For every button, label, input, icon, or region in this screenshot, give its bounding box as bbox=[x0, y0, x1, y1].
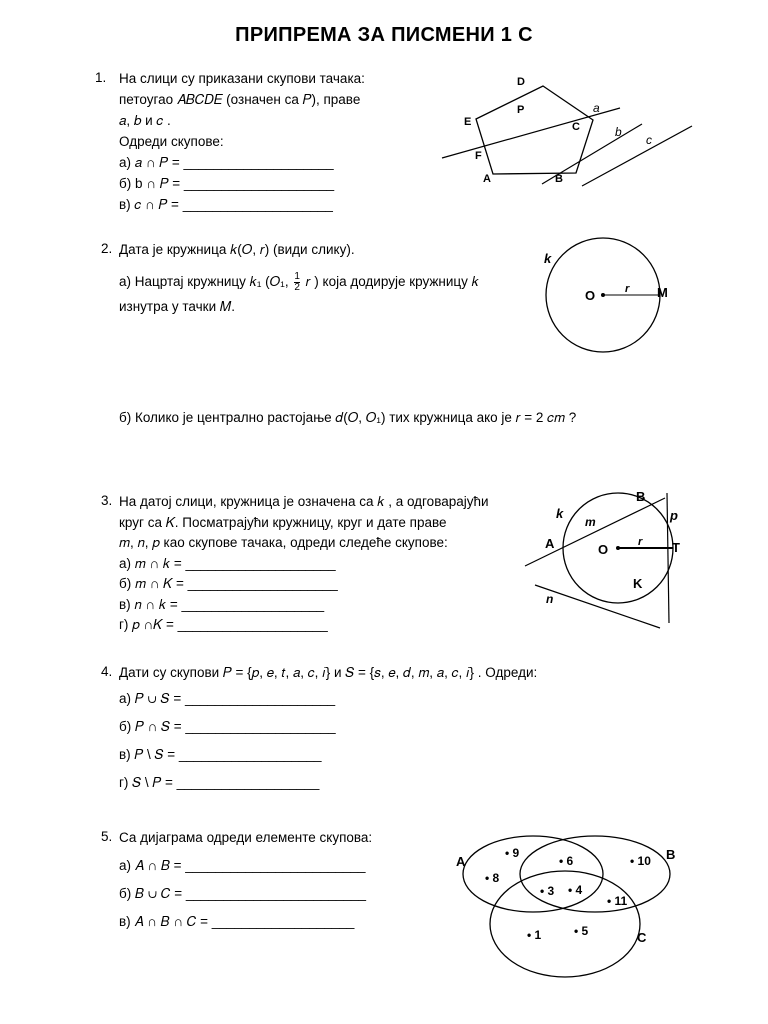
label-m: m bbox=[585, 515, 596, 529]
answer-line-c[interactable]: в) 𝑛 ∩ 𝑘 = ___________________ bbox=[119, 597, 325, 612]
fraction-denominator: 2 bbox=[294, 282, 300, 293]
answer-line-b[interactable]: б) 𝑚 ∩ 𝐾 = ____________________ bbox=[119, 576, 338, 591]
line-c bbox=[582, 126, 692, 186]
task-text-line: петоугао 𝐴𝐵𝐶𝐷𝐸 (означен са 𝑃), праве bbox=[119, 92, 361, 107]
circle-k-figure bbox=[530, 240, 720, 370]
label-k: k bbox=[544, 251, 552, 266]
venn-diagram-figure bbox=[450, 832, 690, 992]
label-T: T bbox=[672, 540, 680, 555]
label-O: O bbox=[598, 542, 609, 557]
pentagon-lines-figure bbox=[430, 70, 700, 190]
label-A: A bbox=[456, 854, 466, 869]
task-number: 4. bbox=[101, 664, 113, 679]
label-D: D bbox=[517, 76, 525, 88]
task-text-line: На слици су приказани скупови тачака: bbox=[119, 71, 365, 86]
task-text-line: 𝑚, 𝑛, 𝑝 као скупове тачака, одреди следеће скупове: bbox=[119, 535, 448, 550]
answer-line-c[interactable]: в) 𝑐 ∩ 𝑃 = ____________________ bbox=[119, 197, 333, 212]
label-B: B bbox=[555, 173, 563, 185]
label-K: K bbox=[633, 576, 643, 591]
fraction-numerator: 1 bbox=[294, 271, 300, 282]
element-3: • 3 bbox=[540, 884, 555, 898]
label-O: O bbox=[585, 288, 596, 303]
circle-lines-figure bbox=[515, 488, 695, 638]
line-n bbox=[535, 585, 660, 628]
element-9: • 9 bbox=[505, 846, 520, 860]
label-a: a bbox=[593, 101, 600, 115]
task-text-line: Дата је кружница 𝑘(𝑂, 𝑟) (види слику). bbox=[119, 242, 355, 257]
task-text-line: Са дијаграма одреди елементе скупова: bbox=[119, 830, 373, 845]
label-E: E bbox=[464, 116, 472, 128]
task-number: 2. bbox=[101, 241, 113, 256]
label-M: M bbox=[657, 285, 668, 300]
task-text-line: Дати су скупови 𝑃 = {𝑝, 𝑒, 𝑡, 𝑎, 𝑐, 𝑖} и 𝑆 = {𝑠, 𝑒, 𝑑, 𝑚, 𝑎, 𝑐, 𝑖} . Одреди: bbox=[119, 665, 538, 680]
label-c: c bbox=[646, 133, 652, 147]
fraction-half bbox=[294, 272, 300, 293]
task-number: 1. bbox=[95, 70, 107, 85]
answer-line-c[interactable]: в) 𝑃 \ 𝑆 = ___________________ bbox=[119, 747, 322, 762]
label-n: n bbox=[546, 592, 554, 606]
set-A-ellipse bbox=[463, 836, 603, 912]
task-text-line: 𝑎, 𝑏 и 𝑐 . bbox=[119, 113, 171, 128]
element-6: • 6 bbox=[559, 854, 574, 868]
task-text-line: На датој слици, кружница је означена са 𝑘 , а одговарајући bbox=[119, 494, 489, 509]
answer-line-a[interactable]: а) 𝑃 ∪ 𝑆 = ____________________ bbox=[119, 691, 336, 706]
answer-line-b[interactable]: б) b ∩ 𝑃 = ____________________ bbox=[119, 176, 335, 191]
task-text-line: изнутра у тачки 𝑀. bbox=[119, 299, 236, 314]
answer-line-c[interactable]: в) 𝐴 ∩ 𝐵 ∩ 𝐶 = ___________________ bbox=[119, 914, 355, 929]
answer-line-b[interactable]: б) 𝑃 ∩ 𝑆 = ____________________ bbox=[119, 719, 336, 734]
task-text-line: б) Колико је централно растојање 𝑑(𝑂, 𝑂₁) тих кружница ако је 𝑟 = 2 𝑐𝑚 ? bbox=[119, 410, 577, 425]
answer-line-a[interactable]: а) 𝑚 ∩ 𝑘 = ____________________ bbox=[119, 556, 336, 571]
element-1: • 1 bbox=[527, 928, 542, 942]
label-A: A bbox=[545, 536, 555, 551]
task-number: 5. bbox=[101, 829, 113, 844]
answer-line-b[interactable]: б) 𝐵 ∪ 𝐶 = ________________________ bbox=[119, 886, 367, 901]
label-r: r bbox=[625, 283, 630, 295]
text-part: 𝑟 ) која додирује кружницу 𝑘 bbox=[305, 274, 479, 290]
line-m bbox=[525, 498, 665, 566]
label-p: p bbox=[670, 508, 678, 523]
label-B: B bbox=[666, 847, 676, 862]
task-text-line: Одреди скупове: bbox=[119, 134, 224, 149]
element-11: • 11 bbox=[607, 894, 628, 908]
element-4: • 4 bbox=[568, 883, 583, 897]
set-C-ellipse bbox=[490, 871, 640, 977]
answer-line-d[interactable]: г) 𝑆 \ 𝑃 = ___________________ bbox=[119, 775, 320, 790]
answer-line-a[interactable]: а) 𝑎 ∩ 𝑃 = ____________________ bbox=[119, 155, 334, 170]
element-8: • 8 bbox=[485, 871, 500, 885]
page-title: ПРИПРЕМА ЗА ПИСМЕНИ 1 С bbox=[235, 24, 533, 46]
answer-line-d[interactable]: г) 𝑝 ∩𝐾 = ____________________ bbox=[119, 617, 328, 632]
label-k: k bbox=[556, 506, 564, 521]
label-b: b bbox=[615, 125, 622, 139]
text-part: а) Нацртај кружницу 𝑘₁ (𝑂₁, bbox=[119, 274, 289, 290]
element-10: • 10 bbox=[630, 854, 651, 868]
task-text-line: круг са 𝐾. Посматрајући кружницу, круг и дате праве bbox=[119, 515, 447, 530]
set-B-ellipse bbox=[520, 836, 670, 912]
label-P: P bbox=[517, 104, 525, 116]
label-F: F bbox=[475, 150, 482, 162]
task-number: 3. bbox=[101, 493, 113, 508]
answer-line-a[interactable]: а) 𝐴 ∩ 𝐵 = ________________________ bbox=[119, 858, 366, 873]
element-5: • 5 bbox=[574, 924, 589, 938]
label-A: A bbox=[483, 173, 491, 185]
task-text-line bbox=[119, 272, 479, 293]
label-C: C bbox=[637, 930, 647, 945]
label-r: r bbox=[638, 536, 643, 548]
label-B: B bbox=[636, 489, 646, 504]
line-p bbox=[667, 493, 669, 623]
label-C: C bbox=[572, 121, 580, 133]
